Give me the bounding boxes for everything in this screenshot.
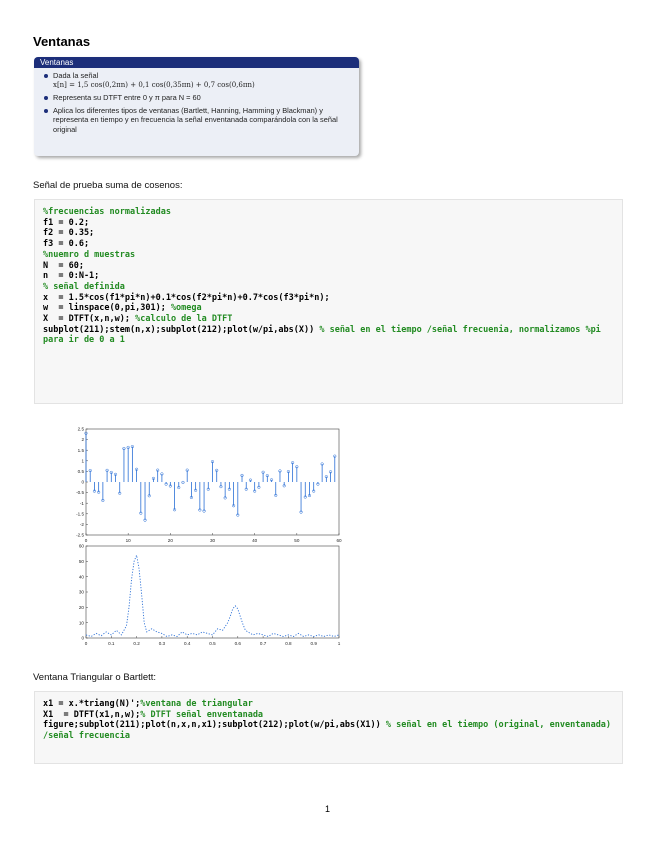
slide-item-dtft: Representa su DTFT entre 0 y π para N = 60 xyxy=(42,93,351,103)
code-text: X = DTFT(x,n,w); xyxy=(43,314,136,325)
y-tick-label: 0 xyxy=(81,479,84,485)
x-tick-label: 50 xyxy=(294,538,300,543)
section-label-bartlett: Ventana Triangular o Bartlett: xyxy=(33,672,157,683)
code-line xyxy=(43,239,614,250)
code-line xyxy=(43,303,614,314)
x-tick-label: 0.4 xyxy=(184,641,191,646)
y-tick-label: 50 xyxy=(78,558,84,564)
x-tick-label: 0.9 xyxy=(310,641,317,646)
code-line xyxy=(43,207,614,218)
x-tick-label: 0 xyxy=(84,538,88,543)
plot-frame xyxy=(86,546,339,638)
code-comment: %ventana de triangular xyxy=(140,699,253,709)
code-comment: % señal en el tiempo (original, enventanada) /señal frecuencia xyxy=(43,720,617,742)
y-tick-label: 1.5 xyxy=(77,447,84,453)
x-tick-label: 1 xyxy=(337,641,341,646)
code-text: f3 = 0.6; xyxy=(43,239,90,250)
code-comment: %nuemro d muestras xyxy=(43,249,136,260)
x-tick-label: 0.6 xyxy=(234,641,241,646)
slide-item-windows: Aplica los diferentes tipos de ventanas (Bartlett, Hanning, Hamming y Blackman) y representa en tiempo y en frecuencia la señal enventanada comparándola con la señal original xyxy=(42,106,351,135)
code-line xyxy=(43,314,614,325)
y-tick-label: 20 xyxy=(78,604,84,610)
code-line xyxy=(43,699,614,710)
code-comment: % señal definida xyxy=(43,281,125,292)
x-tick-label: 10 xyxy=(125,538,131,543)
code-line xyxy=(43,271,614,282)
code-text: x = 1.5*cos(f1*pi*n)+0.1*cos(f2*pi*n)+0.7*cos(f3*pi*n); xyxy=(43,292,330,303)
code-line xyxy=(43,282,614,293)
code-comment: %calculo de la DTFT xyxy=(135,314,233,325)
code-block-signal xyxy=(34,199,623,404)
code-line xyxy=(43,293,614,304)
code-text: f1 = 0.2; xyxy=(43,217,90,228)
x-tick-label: 60 xyxy=(336,538,342,543)
x-tick-label: 0.3 xyxy=(158,641,166,646)
x-tick-label: 30 xyxy=(209,538,216,543)
code-line xyxy=(43,720,617,742)
code-text: x1 = x.*triang(N)'; xyxy=(43,699,141,709)
code-text: w = linspace(0,pi,301); xyxy=(43,303,171,314)
y-tick-label: 2 xyxy=(81,437,84,443)
code-text: X1 = DTFT(x1,n,w); xyxy=(43,709,141,720)
code-line xyxy=(43,325,614,346)
x-tick-label: 0.2 xyxy=(133,641,140,646)
y-tick-label: -2.5 xyxy=(76,532,84,538)
y-tick-label: 40 xyxy=(78,574,84,580)
y-tick-label: -0.5 xyxy=(76,490,84,496)
code-comment: %frecuencias normalizadas xyxy=(43,207,171,217)
code-comment: % señal en el tiempo /señal frecuenia, normalizamos %pi para ir de 0 a 1 xyxy=(43,324,606,346)
x-tick-label: 0.5 xyxy=(209,641,216,646)
stem-marker xyxy=(182,481,185,484)
code-text: f2 = 0.35; xyxy=(43,228,95,239)
y-tick-label: -1.5 xyxy=(76,511,84,517)
y-tick-label: 30 xyxy=(78,589,84,595)
signal-formula: x[n] = 1,5 cos(0,2πn) + 0,1 cos(0,35πn) + 0,7 cos(0,6πn) xyxy=(53,80,255,89)
section-label-test-signal: Señal de prueba suma de cosenos: xyxy=(33,180,183,191)
code-line xyxy=(43,261,614,272)
code-comment: %omega xyxy=(170,303,202,314)
code-comment: % DTFT señal enventanada xyxy=(140,709,264,720)
y-tick-label: -1 xyxy=(79,500,84,506)
code-line xyxy=(43,228,614,239)
x-tick-label: 0 xyxy=(84,641,88,646)
page-title: Ventanas xyxy=(33,34,91,49)
code-text: figure;subplot(211);plot(n,x,n,x1);subplot(212);plot(w/pi,abs(X1)) xyxy=(43,720,386,731)
y-tick-label: 0 xyxy=(81,635,84,641)
y-tick-label: -2 xyxy=(79,522,84,527)
code-line xyxy=(43,710,614,721)
y-tick-label: 10 xyxy=(78,620,84,626)
slide-item-signal: Dada la señal xyxy=(42,71,351,81)
y-tick-label: 2.5 xyxy=(77,426,84,432)
slide-header: Ventanas xyxy=(34,57,359,68)
x-tick-label: 20 xyxy=(167,538,173,543)
stem-plot xyxy=(68,424,348,546)
beamer-slide xyxy=(34,57,359,156)
page-number: 1 xyxy=(324,804,330,814)
code-text: subplot(211);stem(n,x);subplot(212);plot(w/pi,abs(X)) xyxy=(43,324,320,335)
y-tick-label: 1 xyxy=(81,458,84,464)
dtft-magnitude-line xyxy=(86,555,339,636)
y-tick-label: 60 xyxy=(78,543,84,549)
code-line xyxy=(43,218,614,229)
x-tick-label: 40 xyxy=(252,538,258,543)
y-tick-label: 0.5 xyxy=(77,469,84,474)
x-tick-label: 0.8 xyxy=(285,641,292,646)
code-text: N = 60; xyxy=(43,260,84,271)
dtft-magnitude-plot xyxy=(68,541,348,653)
code-text: n = 0:N-1; xyxy=(43,271,100,282)
code-block-bartlett xyxy=(34,691,623,764)
x-tick-label: 0.7 xyxy=(259,641,267,646)
x-tick-label: 0.1 xyxy=(108,641,115,646)
code-line xyxy=(43,250,614,261)
slide-body xyxy=(34,68,359,135)
